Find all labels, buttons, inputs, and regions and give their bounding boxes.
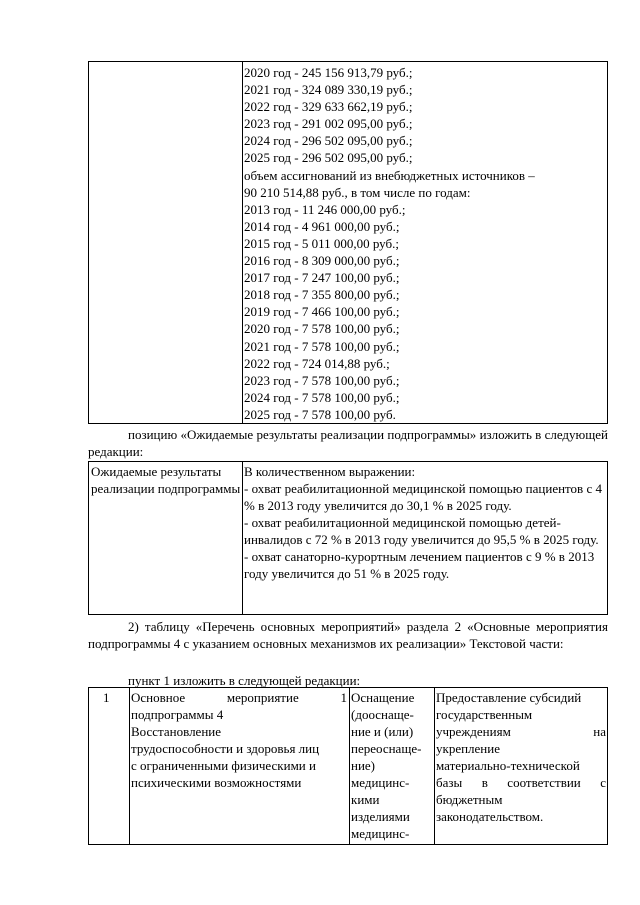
column-divider [129, 688, 130, 844]
amount-line: 2013 год - 11 246 000,00 руб.; [244, 201, 406, 217]
amount-line: 2020 год - 7 578 100,00 руб.; [244, 321, 400, 337]
equipment-line: кими [351, 792, 380, 807]
amount-line: 2021 год - 7 578 100,00 руб.; [244, 338, 400, 354]
equipment-description [351, 689, 433, 842]
equipment-line: медицинс- [351, 775, 410, 790]
activity-line: с ограниченными физическими и [131, 758, 316, 773]
equipment-line: ние и (или) [351, 724, 414, 739]
paragraph-main-activities: 2) таблицу «Перечень основных мероприятий» раздела 2 «Основные мероприятия подпрограммы 4 с указанием основных механизмов их реализации» Текстовой части: [88, 619, 608, 651]
activity-line: психическими возможностями [131, 775, 302, 790]
equipment-line: переоснаще- [351, 741, 422, 756]
amount-line: 2020 год - 245 156 913,79 руб.; [244, 65, 413, 80]
expected-results-label: Ожидаемые результаты реализации подпрограммы [91, 464, 241, 496]
activity-title [131, 689, 347, 791]
results-line: В количественном выражении: [244, 464, 416, 479]
equipment-line: медицинс- [351, 826, 410, 841]
paragraph-expected-results-intro: позицию «Ожидаемые результаты реализации подпрограммы» изложить в следующей редакции: [88, 427, 608, 459]
amount-line: 2025 год - 296 502 095,00 руб.; [244, 150, 413, 166]
column-divider [242, 62, 243, 423]
amount-line: 2015 год - 5 011 000,00 руб.; [244, 235, 399, 251]
mechanism-line: укрепление [436, 741, 500, 756]
mechanism-line: материально-технической [436, 758, 580, 773]
financing-amounts [244, 64, 604, 423]
amount-line: 2022 год - 724 014,88 руб.; [244, 355, 390, 371]
amount-line: 2025 год - 7 578 100,00 руб. [244, 406, 396, 422]
amount-line: 2019 год - 7 466 100,00 руб.; [244, 304, 400, 320]
mechanism-line: Предоставление субсидий [436, 690, 582, 705]
mechanism-line: бюджетным [436, 792, 503, 807]
amount-line: 2024 год - 296 502 095,00 руб.; [244, 133, 413, 149]
column-divider [434, 688, 435, 844]
row-number: 1 [103, 690, 110, 705]
activity-line: Восстановление [131, 724, 222, 739]
equipment-line: (дооснаще- [351, 707, 414, 722]
results-line: - охват реабилитационной медицинской помощью пациентов с 4 % в 2013 году увеличится до 30,1 % в 2025 году. [244, 481, 602, 513]
expected-results-table [88, 461, 608, 615]
mechanism-line: учреждениям на [436, 724, 606, 739]
mechanism-line: законодательством. [436, 809, 544, 824]
amount-line: 90 210 514,88 руб., в том числе по годам: [244, 184, 471, 200]
activities-table [88, 687, 608, 845]
column-divider [242, 462, 243, 614]
results-line: - охват реабилитационной медицинской помощью детей-инвалидов с 72 % в 2013 году увеличится до 95,5 % в 2025 году. [244, 515, 599, 547]
amount-line: 2023 год - 7 578 100,00 руб.; [244, 372, 400, 388]
amount-line: 2018 год - 7 355 800,00 руб.; [244, 287, 400, 303]
amount-line: объем ассигнований из внебюджетных источников – [244, 167, 535, 183]
expected-results-content [244, 463, 606, 582]
amount-line: 2014 год - 4 961 000,00 руб.; [244, 218, 400, 234]
equipment-line: изделиями [351, 809, 410, 824]
mechanism-line: государственным [436, 707, 533, 722]
financing-table [88, 61, 608, 424]
results-line: - охват санаторно-курортным лечением пациентов с 9 % в 2013 году увеличится до 51 % в 2025 году. [244, 549, 595, 581]
paragraph-item-1: пункт 1 изложить в следующей редакции: [128, 673, 361, 688]
equipment-line: Оснащение [351, 690, 415, 705]
amount-line: 2017 год - 7 247 100,00 руб.; [244, 270, 400, 286]
equipment-line: ние) [351, 758, 376, 773]
mechanism-line: базы в соответствии с [436, 775, 606, 790]
activity-line: трудоспособности и здоровья лиц [131, 741, 320, 756]
activity-line: подпрограммы 4 [131, 707, 224, 722]
implementation-mechanism [436, 689, 606, 825]
column-divider [349, 688, 350, 844]
amount-line: 2023 год - 291 002 095,00 руб.; [244, 116, 413, 132]
amount-line: 2022 год - 329 633 662,19 руб.; [244, 99, 413, 115]
activity-line: Основное мероприятие 1 [131, 690, 347, 705]
amount-line: 2024 год - 7 578 100,00 руб.; [244, 389, 400, 405]
amount-line: 2021 год - 324 089 330,19 руб.; [244, 82, 413, 98]
amount-line: 2016 год - 8 309 000,00 руб.; [244, 253, 400, 269]
